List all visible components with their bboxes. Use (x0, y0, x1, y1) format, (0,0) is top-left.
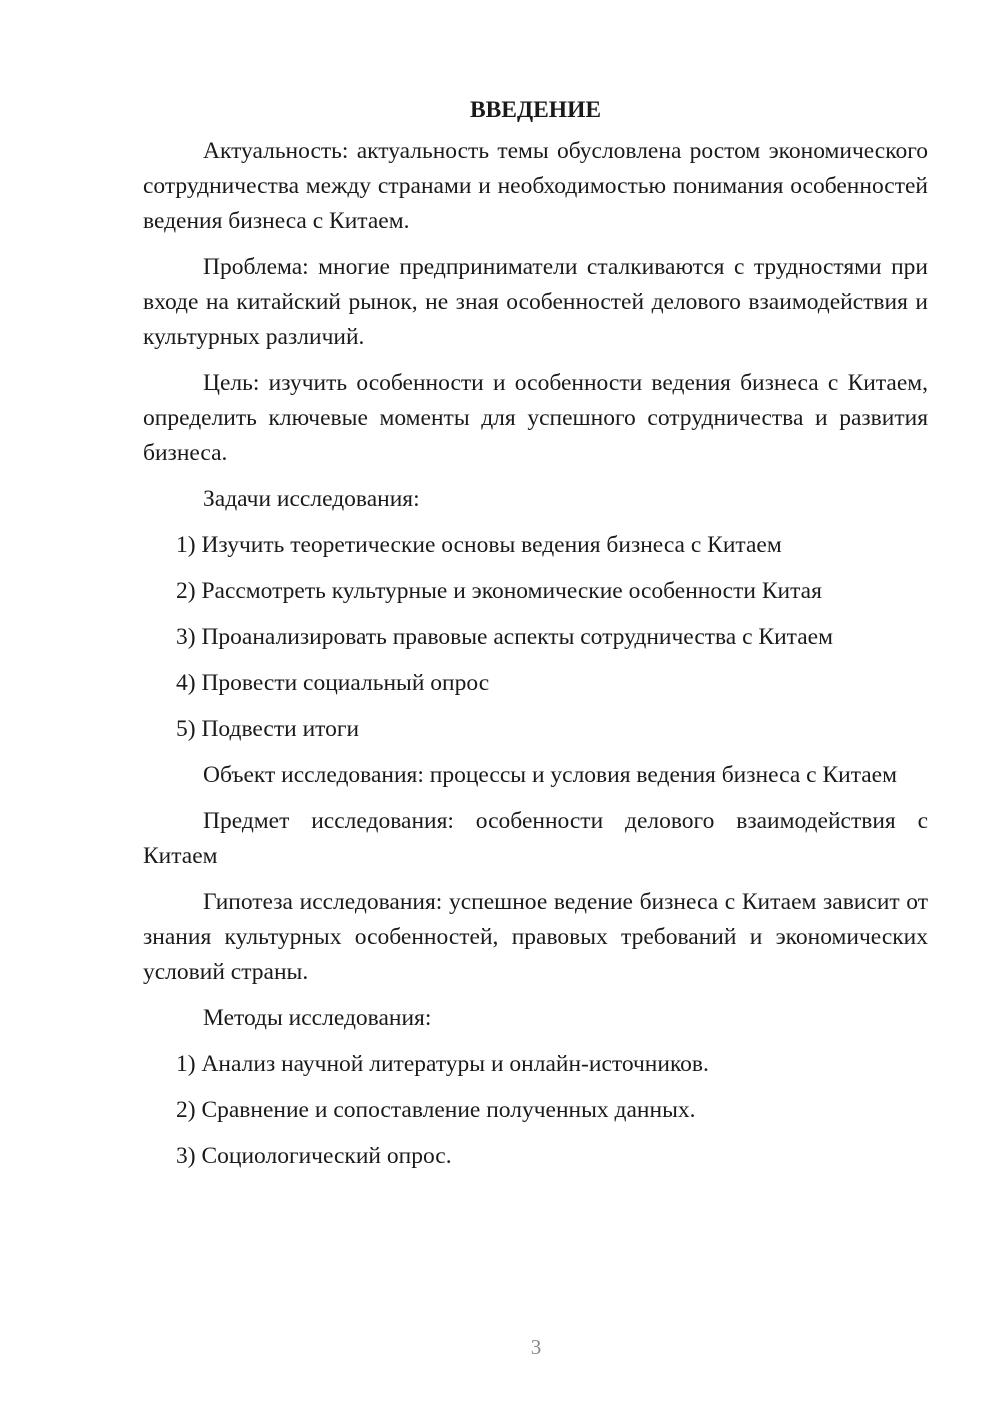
hypothesis-paragraph: Гипотеза исследования: успешное ведение бизнеса с Китаем зависит от знания культурных особенностей, правовых требований и экономических условий страны. (143, 889, 928, 985)
list-item: 3) Проанализировать правовые аспекты сотрудничества с Китаем (176, 624, 833, 650)
list-item: 4) Провести социальный опрос (176, 670, 490, 696)
relevance-paragraph: Актуальность: актуальность темы обусловлена ростом экономического сотрудничества между странами и необходимостью понимания особенностей ведения бизнеса с Китаем. (143, 138, 928, 234)
list-item: 5) Подвести итоги (176, 716, 360, 742)
list-item: 2) Рассмотреть культурные и экономические особенности Китая (176, 578, 822, 604)
page-title: ВВЕДЕНИЕ (469, 97, 602, 123)
list-item: 3) Социологический опрос. (176, 1143, 452, 1169)
subject-paragraph: Предмет исследования: особенности делового взаимодействия с Китаем (143, 808, 928, 869)
page-number: 3 (530, 1335, 542, 1359)
tasks-list (143, 528, 928, 747)
list-item: 2) Сравнение и сопоставление полученных данных. (176, 1097, 696, 1123)
methods-heading: Методы исследования: (203, 1005, 432, 1031)
object-paragraph: Объект исследования: процессы и условия ведения бизнеса с Китаем (203, 762, 897, 788)
methods-list (143, 1047, 928, 1174)
list-item: 1) Изучить теоретические основы ведения бизнеса с Китаем (176, 532, 782, 558)
list-item: 1) Анализ научной литературы и онлайн-источников. (176, 1051, 709, 1077)
page-content (143, 93, 928, 1185)
problem-paragraph: Проблема: многие предприниматели сталкиваются с трудностями при входе на китайский рынок, не зная особенностей делового взаимодействия и культурных различий. (143, 254, 928, 350)
goal-paragraph: Цель: изучить особенности и особенности ведения бизнеса с Китаем, определить ключевые моменты для успешного сотрудничества и развития бизнеса. (143, 370, 928, 466)
tasks-heading: Задачи исследования: (203, 486, 420, 512)
